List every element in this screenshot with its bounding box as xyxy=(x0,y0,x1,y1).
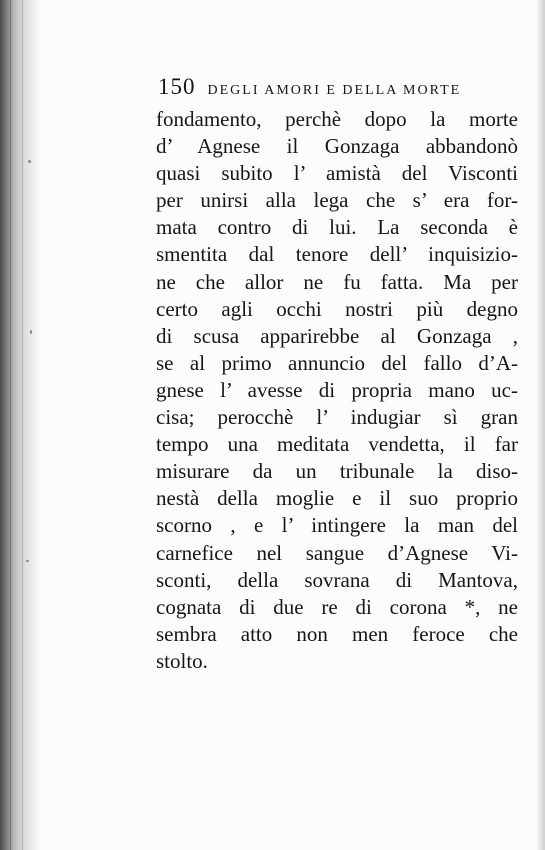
paper-speck xyxy=(26,560,29,562)
text-line: per unirsi alla lega che s’ era for- xyxy=(156,188,518,213)
text-line: gnese l’ avesse di propria mano uc- xyxy=(156,377,518,402)
text-line: di scusa apparirebbe al Gonzaga , xyxy=(156,323,518,348)
text-line: carnefice nel sangue d’Agnese Vi- xyxy=(156,540,518,565)
page-right-edge xyxy=(537,0,545,850)
paper-speck xyxy=(28,160,31,163)
page-number: 150 xyxy=(158,74,196,99)
body-text xyxy=(156,106,518,675)
text-line: tempo una meditata vendetta, il far xyxy=(156,432,518,457)
paper-speck xyxy=(30,330,32,334)
text-line: nestà della moglie e il suo proprio xyxy=(156,486,518,511)
text-line: sembra atto non men feroce che xyxy=(156,621,518,646)
text-line: certo agli occhi nostri più degno xyxy=(156,296,518,321)
text-line: cisa; perocchè l’ indugiar sì gran xyxy=(156,405,518,430)
text-line: ne che allor ne fu fatta. Ma per xyxy=(156,269,518,294)
text-line: stolto. xyxy=(156,648,208,673)
page-header xyxy=(158,74,518,100)
text-line: cognata di due re di corona *, ne xyxy=(156,594,518,619)
running-title: DEGLI AMORI E DELLA MORTE xyxy=(207,83,462,98)
text-line: se al primo annuncio del fallo d’A- xyxy=(156,350,518,375)
text-line: sconti, della sovrana di Mantova, xyxy=(156,567,518,592)
text-line: smentita dal tenore dell’ inquisizio- xyxy=(156,242,518,267)
text-line: scorno , e l’ intingere la man del xyxy=(156,513,518,538)
text-line: quasi subito l’ amistà del Visconti xyxy=(156,161,518,186)
gutter-fold-line xyxy=(22,0,23,850)
text-line: mata contro di lui. La seconda è xyxy=(156,215,518,240)
text-line: misurare da un tribunale la diso- xyxy=(156,459,518,484)
text-line: fondamento, perchè dopo la morte xyxy=(156,107,518,131)
text-line: d’ Agnese il Gonzaga abbandonò xyxy=(156,134,518,159)
page-gutter-shadow xyxy=(0,0,40,850)
gutter-fold-line xyxy=(10,0,11,850)
